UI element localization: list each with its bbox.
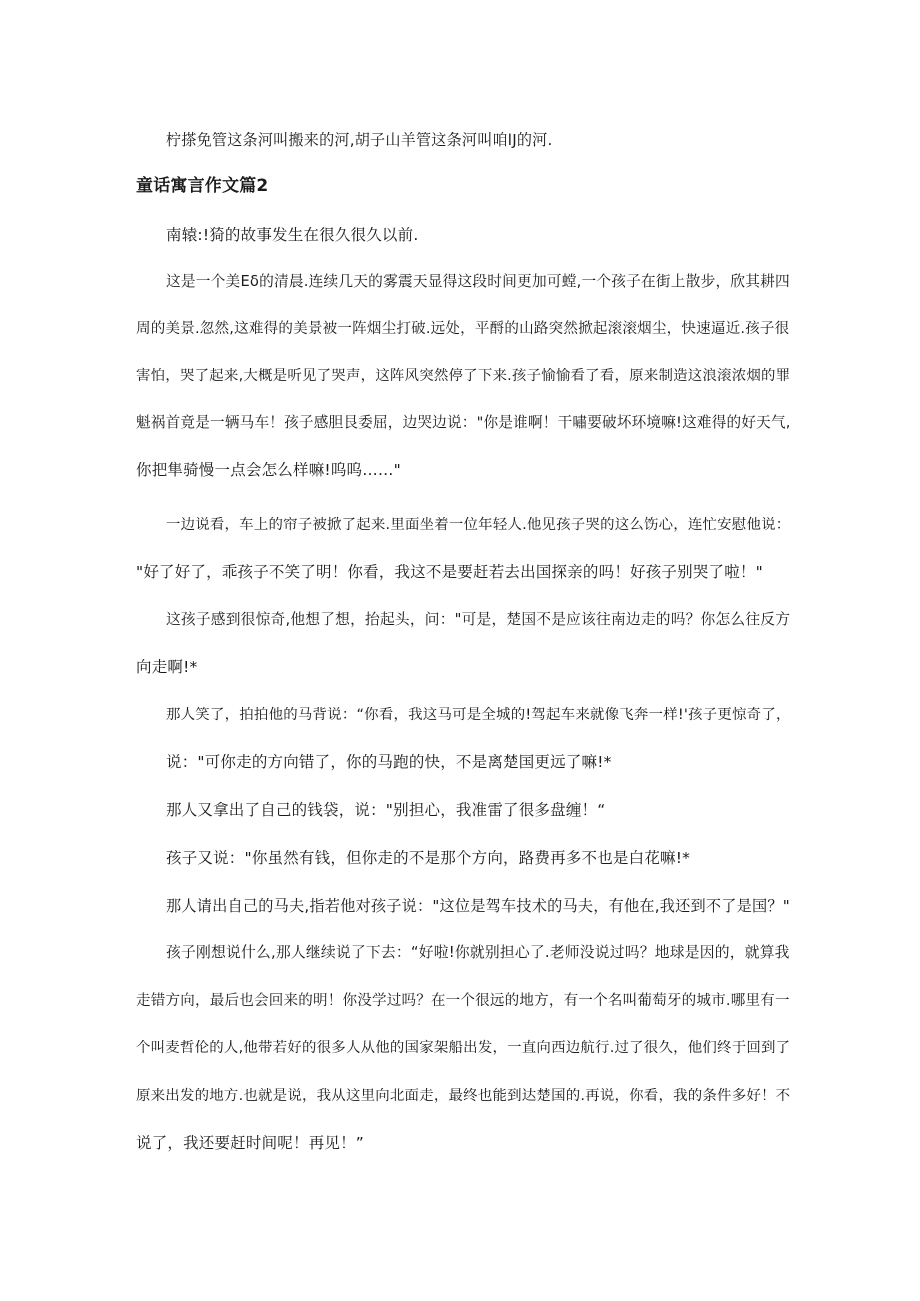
paragraph-line: 魁祸首竟是一辆马车！孩子感胆艮委屈，边哭边说："你是谁啊！干嘯要破坏环境嘛!这难得的好天气,: [136, 414, 791, 431]
paragraph-line: 你把隼骑慢一点会怎么样嘛!呜呜……": [136, 461, 401, 479]
section-heading-text: 童话寓言作文篇2: [136, 176, 269, 196]
paragraph-line: 个叫麦哲伦的人,他带若好的很多人从他的国家架船出发，一直向西边航行.过了很久，他们终于回到了: [136, 1040, 791, 1056]
paragraph-line: 南辕:!猗的故事发生在很久很久以前.: [166, 226, 419, 244]
section-heading: [136, 176, 268, 196]
paragraph-line: 那人又拿出了自己的钱袋，说："别担心，我准雷了很多盘缠！“: [166, 801, 606, 819]
paragraph-line: 说："可你走的方向错了，你的马跑的快，不是离楚国更远了嘛!*: [166, 753, 612, 771]
paragraph-line: 那人笑了，拍拍他的马背说：“你看，我这马可是全城的!驾起车来就像飞奔一样!'孩子更惊奇了，: [166, 707, 791, 723]
paragraph-line: 向走啊!*: [136, 658, 198, 676]
paragraph-line: 害怕，哭了起来,大概是听见了哭声，这阵风突然停了下来.孩子愉愉看了看，原来制造这浪滚浓烟的罪: [136, 368, 791, 384]
paragraph-line: 原来出发的地方.也就是说，我从这里向北面走，最终也能到达楚国的.再说，你看，我的条件多好！不: [136, 1088, 791, 1104]
paragraph-line: 周的美景.忽然,这难得的美景被一阵烟尘打破.远处，平酹的山路突然掀起滚滚烟尘，快速逼近.孩子很: [136, 320, 790, 337]
paragraph-line: 说了，我还要赶时间呢！再见！”: [136, 1134, 365, 1152]
paragraph-line: 柠搽免管这条河叫搬来的河,胡子山羊管这条河叫咱lJ的河.: [166, 131, 553, 149]
paragraph-line: 一边说看，车上的帘子被掀了起来.里面坐着一位年轻人.他见孩子哭的这么饬心，连忙安慰他说：: [166, 517, 791, 533]
paragraph-line: 这孩子感到很惊奇,他想了想，抬起头，问："可是，楚国不是应该往南边走的吗？你怎么往反方: [166, 611, 791, 628]
paragraph-line: 孩子刚想说什么,那人继续说了下去：“好啦!你就别担心了.老师没说过吗？地球是因的，就算我: [166, 944, 790, 961]
paragraph-line: 孩子又说："你虽然有钱，但你走的不是那个方向，路费再多不也是白花嘛!*: [166, 849, 691, 867]
paragraph-line: 这是一个美Eδ的清晨.连续几天的雾震天显得这段时间更加可螳,一个孩子在街上散步，欣其耕四: [166, 273, 790, 290]
paragraph-line: 走错方向，最后也会回来的明！你没学过吗？在一个很远的地方，有一个名叫葡萄牙的城市.哪里有一: [136, 992, 790, 1009]
paragraph-line: 那人请出自己的马夫,指若他对孩子说："这位是驾车技术的马夫，有他在,我还到不了是国？": [166, 897, 790, 915]
paragraph-line: "好了好了，乖孩子不笑了明！你看，我这不是要赶若去出国探亲的吗！好孩子别哭了啦！": [136, 563, 763, 581]
